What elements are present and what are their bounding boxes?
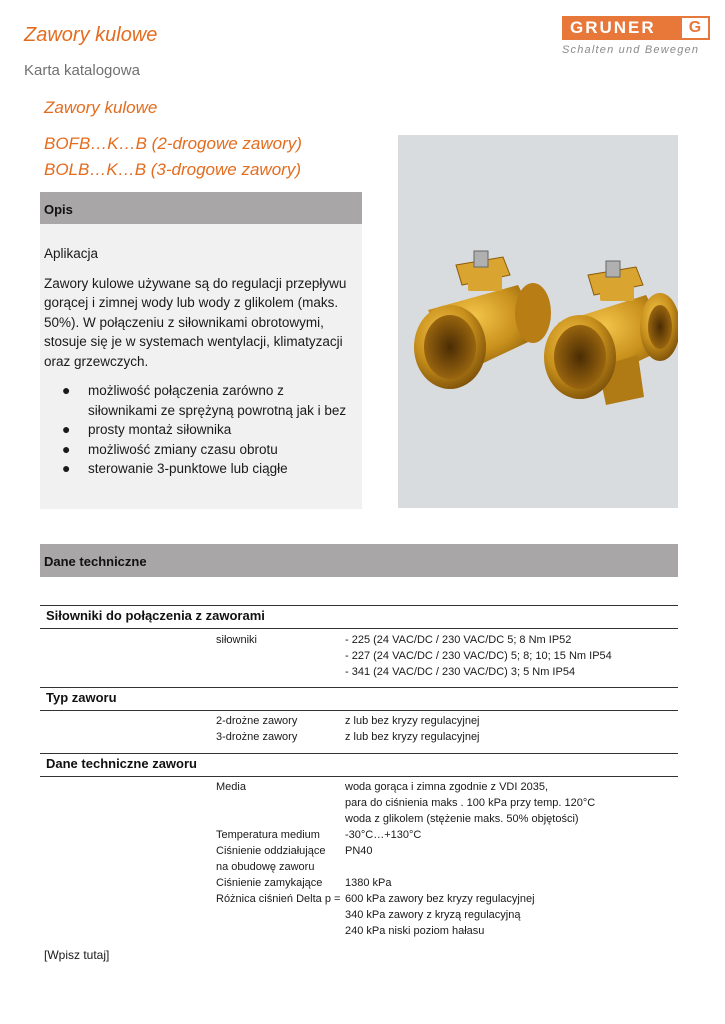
feature-item: [44, 420, 354, 440]
housing-pressure-value: PN40: [345, 845, 373, 857]
bullet-icon: ●: [62, 460, 71, 476]
media-label: Media: [216, 781, 246, 793]
application-description: Zawory kulowe używane są do regulacji przepływu gorącej i zimnej wody lub wody z glikolem (maks. 50%). W połączeniu z siłownikami obrotowymi, stosuje się je w systemach wentylacji, klimatyzacji oraz grzewczych.: [44, 275, 347, 369]
valve-type-label: 2-drożne zawory: [216, 715, 298, 727]
bullet-icon: ●: [62, 382, 71, 398]
section-valve-tech-title: Dane techniczne zaworu: [40, 753, 678, 777]
logo-word: GRUNER: [570, 18, 656, 37]
closing-pressure-value: 1380 kPa: [345, 877, 392, 889]
actuator-value: - 341 (24 VAC/DC / 230 VAC/DC) 3; 5 Nm IP54: [345, 666, 576, 678]
actuator-value: - 225 (24 VAC/DC / 230 VAC/DC 5; 8 Nm IP52: [345, 634, 572, 646]
feature-item: [44, 459, 354, 479]
feature-text: prosty montaż siłownika: [88, 422, 232, 437]
section-actuators-title: Siłowniki do połączenia z zaworami: [40, 605, 678, 629]
delta-p-label: Różnica ciśnień Delta p =: [216, 893, 341, 905]
gruner-logo: [560, 14, 712, 62]
valve-type-value: z lub bez kryzy regulacyjnej: [345, 715, 480, 727]
temperature-label: Temperatura medium: [216, 829, 320, 841]
housing-pressure-label: Ciśnienie oddziałujące: [216, 845, 326, 857]
media-value: woda gorąca i zimna zgodnie z VDI 2035,: [345, 781, 549, 793]
delta-p-value: 240 kPa niski poziom hałasu: [345, 925, 485, 937]
media-value: woda z glikolem (stężenie maks. 50% objętości): [345, 813, 579, 825]
ball-valves-illustration: [398, 135, 678, 508]
bullet-icon: ●: [62, 421, 71, 437]
feature-item: [44, 440, 354, 460]
valve-3way: [544, 261, 678, 405]
document-subtitle: Karta katalogowa: [24, 62, 140, 79]
actuators-label: siłowniki: [216, 634, 257, 646]
delta-p-value: 340 kPa zawory z kryzą regulacyjną: [345, 909, 521, 921]
feature-text: możliwość połączenia zarówno z siłownikami ze sprężyną powrotną jak i bez: [88, 383, 347, 418]
bullet-icon: ●: [62, 440, 71, 457]
opis-header: Opis: [40, 192, 362, 224]
actuator-value: - 227 (24 VAC/DC / 230 VAC/DC) 5; 8; 10; 15 Nm IP54: [345, 650, 612, 662]
valve-2way: [414, 251, 551, 389]
closing-pressure-label: Ciśnienie zamykające: [216, 877, 323, 889]
product-model-3way: BOLB…K…B (3-drogowe zawory): [44, 160, 301, 179]
media-value: para do ciśnienia maks . 100 kPa przy temp. 120°C: [345, 797, 596, 809]
feature-list: [44, 381, 354, 479]
logo-mark-icon: G: [682, 18, 708, 38]
product-photo: [398, 135, 678, 508]
product-title: Zawory kulowe: [44, 98, 158, 117]
delta-p-value: 600 kPa zawory bez kryzy regulacyjnej: [345, 893, 535, 905]
logo-tagline: Schalten und Bewegen: [562, 44, 700, 56]
section-valve-type-title: Typ zaworu: [40, 687, 678, 711]
valve-type-value: z lub bez kryzy regulacyjnej: [345, 731, 480, 743]
feature-item: [44, 381, 354, 420]
logo-bar: [562, 16, 710, 40]
temperature-value: -30°C…+130°C: [345, 829, 422, 841]
opis-panel: [40, 224, 362, 509]
document-title: Zawory kulowe: [24, 24, 158, 46]
housing-pressure-label-2: na obudowę zaworu: [216, 861, 315, 873]
application-label: Aplikacja: [44, 246, 99, 261]
technical-data-header: Dane techniczne: [40, 544, 678, 577]
feature-text: sterowanie 3-punktowe lub ciągłe: [88, 461, 288, 476]
valve-type-label: 3-drożne zawory: [216, 731, 298, 743]
product-model-2way: BOFB…K…B (2-drogowe zawory): [44, 134, 302, 153]
feature-text: możliwość zmiany czasu obrotu: [88, 441, 278, 457]
placeholder-text[interactable]: [Wpisz tutaj]: [44, 948, 110, 962]
